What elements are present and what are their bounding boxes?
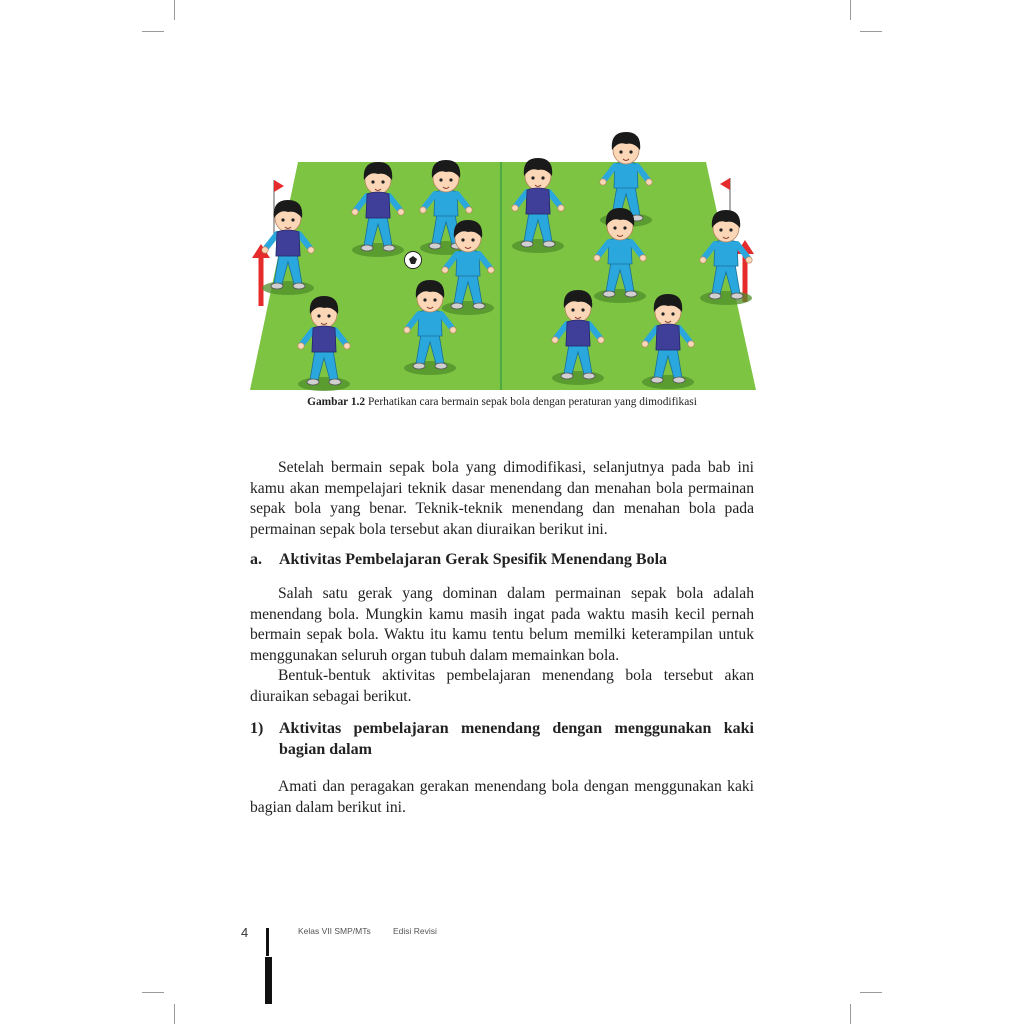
paragraph: Amati dan peragakan gerakan menendang bola dengan menggunakan kaki bagian dalam berikut ini.: [250, 778, 754, 816]
crop-mark: [860, 31, 882, 32]
section-title: Aktivitas pembelajaran menendang dengan menggunakan kaki bagian dalam: [279, 720, 754, 758]
page-number: 4: [241, 925, 249, 940]
section-number: 1): [250, 720, 264, 737]
crop-mark: [850, 0, 851, 20]
section-title: Aktivitas Pembelajaran Gerak Spesifik Menendang Bola: [279, 551, 668, 568]
body-text-intro: [250, 458, 754, 540]
crop-mark: [860, 992, 882, 993]
section-heading-a: [250, 550, 754, 571]
crop-mark: [142, 31, 164, 32]
soccer-field-illustration: [248, 118, 758, 392]
figure-caption-text: Perhatikan cara bermain sepak bola dengan peraturan yang dimodifikasi: [367, 396, 697, 408]
footer-edition-label: Edisi Revisi: [393, 926, 437, 936]
body-text-section-a: [250, 584, 754, 708]
paragraph-intro: Setelah bermain sepak bola yang dimodifikasi, selanjutnya pada bab ini kamu akan mempelajari teknik dasar menendang dan menahan bola permainan sepak bola yang benar. Teknik-teknik menendang dan menahan bola pada permainan sepak bola tersebut akan diuraikan berikut ini.: [250, 459, 754, 538]
paragraph: Salah satu gerak yang dominan dalam permainan sepak bola adalah menendang bola. Mungkin kamu masih ingat pada waktu masih kecil pernah bermain sepak bola. Waktu itu kamu tentu belum memilki keterampilan untuk menggunakan seluruh organ tubuh dalam memainkan bola.: [250, 585, 754, 664]
section-number: a.: [250, 551, 262, 568]
footer-bar: [266, 928, 269, 956]
crop-mark: [174, 1004, 175, 1024]
figure-caption: [250, 396, 754, 408]
paragraph: Bentuk-bentuk aktivitas pembelajaran menendang bola tersebut akan diuraikan sebagai berikut.: [250, 667, 754, 705]
footer-class-label: Kelas VII SMP/MTs: [298, 926, 371, 936]
crop-mark: [850, 1004, 851, 1024]
figure-label: Gambar 1.2: [307, 396, 366, 408]
crop-mark: [174, 0, 175, 20]
crop-mark: [142, 992, 164, 993]
section-heading-1: [250, 719, 754, 760]
body-text-section-1: [250, 777, 754, 818]
footer-bar: [265, 957, 272, 1004]
